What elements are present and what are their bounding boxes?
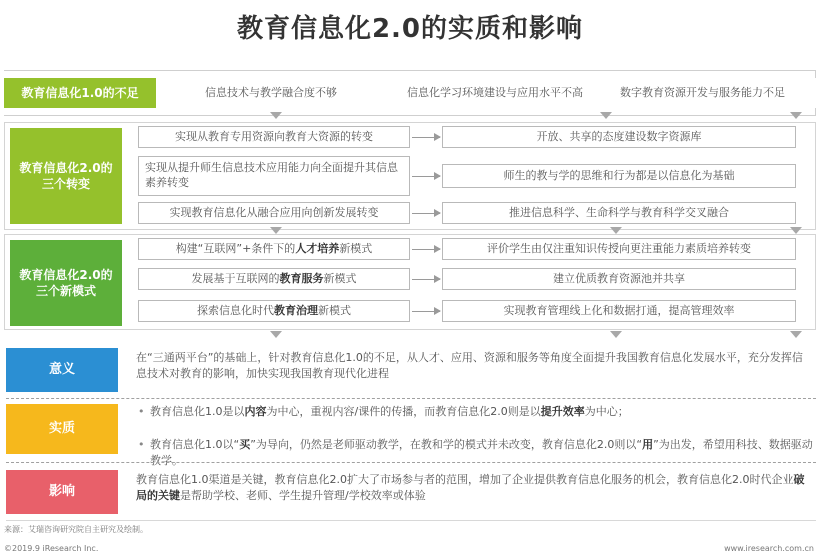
row-label-meaning: 意义 — [6, 348, 118, 392]
down-arrow-icon — [790, 331, 802, 338]
down-arrow-icon — [270, 331, 282, 338]
new-model-left-3 — [138, 300, 410, 322]
divider — [6, 462, 816, 463]
row-label-new-models: 教育信息化2.0的三个新模式 — [10, 240, 122, 326]
new-model-right-1: 评价学生由仅注重知识传授向更注重能力素质培养转变 — [442, 238, 796, 260]
essence-b2-d: 用 — [642, 437, 654, 451]
meaning-text: 在“三通两平台”的基础上，针对教育信息化1.0的不足，从人才、应用、资源和服务等角度全面提升我国教育信息化发展水平，充分发挥信息技术对教育的影响，加快实现我国教育现代化进程 — [136, 351, 803, 380]
down-arrow-icon — [790, 227, 802, 234]
new-model-left-1-b: 人才培养 — [295, 241, 340, 255]
down-arrow-icon — [610, 331, 622, 338]
arrow-right-icon — [412, 137, 440, 138]
new-model-left-3-b: 教育治理 — [274, 303, 318, 317]
arrow-right-icon — [412, 279, 440, 280]
new-model-left-3-a: 探索信息化时代 — [197, 303, 274, 317]
essence-b2-c: ”为导向，仍然是老师驱动教学，在教和学的模式并未改变，教育信息化2.0则以“ — [250, 437, 643, 451]
page-title: 教育信息化2.0的实质和影响 — [236, 14, 584, 44]
new-model-right-3: 实现教育管理线上化和数据打通，提高管理效率 — [442, 300, 796, 322]
row-label-essence: 实质 — [6, 404, 118, 454]
essence-b2-a: 教育信息化1.0以“ — [150, 437, 240, 451]
shortcoming-item-3: 数字教育资源开发与服务能力不足 — [614, 78, 816, 108]
essence-b1-e: 为中心； — [584, 405, 629, 418]
new-model-left-2-a: 发展基于互联网的 — [191, 271, 280, 285]
impact-text — [136, 472, 812, 504]
transformation-right-3: 推进信息科学、生命科学与教育科学交叉融合 — [442, 202, 796, 224]
essence-bullet-1 — [136, 404, 816, 420]
impact-text-b: 破局的关键 — [136, 473, 805, 502]
arrow-right-icon — [412, 176, 440, 177]
row-label-impact: 影响 — [6, 470, 118, 514]
essence-b1-b: 内容 — [244, 405, 267, 418]
new-model-left-1 — [138, 238, 410, 260]
essence-bullet-2 — [136, 437, 816, 469]
down-arrow-icon — [600, 112, 612, 119]
down-arrow-icon — [270, 227, 282, 234]
row-label-transformations: 教育信息化2.0的三个转变 — [10, 128, 122, 224]
shortcoming-item-1: 信息技术与教学融合度不够 — [166, 78, 376, 108]
new-model-left-2 — [138, 268, 410, 290]
shortcoming-item-2: 信息化学习环境建设与应用水平不高 — [380, 78, 610, 108]
down-arrow-icon — [610, 227, 622, 234]
site-url: www.iresearch.com.cn — [724, 544, 814, 553]
transformation-left-2: 实现从提升师生信息技术应用能力向全面提升其信息素养转变 — [138, 156, 410, 196]
impact-text-a: 教育信息化1.0渠道是关键，教育信息化2.0扩大了市场参与者的范围，增加了企业提供教育信息化服务的机会，教育信息化2.0时代企业 — [136, 473, 794, 486]
essence-b1-c: 为中心，重视内容/课件的传播，而教育信息化2.0则是以 — [266, 405, 541, 418]
transformation-right-1: 开放、共享的态度建设数字资源库 — [442, 126, 796, 148]
transformation-left-3: 实现教育信息化从融合应用向创新发展转变 — [138, 202, 410, 224]
new-model-right-2: 建立优质教育资源池并共享 — [442, 268, 796, 290]
new-model-left-1-a: 构建“互联网”+条件下的 — [175, 241, 296, 255]
transformation-right-2: 师生的教与学的思维和行为都是以信息化为基础 — [442, 164, 796, 188]
new-model-left-2-c: 新模式 — [323, 271, 357, 285]
essence-b2-b: 买 — [239, 437, 251, 451]
new-model-left-3-c: 新模式 — [318, 303, 351, 317]
new-model-left-1-c: 新模式 — [339, 241, 373, 255]
divider — [6, 398, 816, 399]
impact-text-c: 是帮助学校、老师、学生提升管理/学校效率或体验 — [180, 488, 426, 502]
arrow-right-icon — [412, 213, 440, 214]
arrow-right-icon — [412, 311, 440, 312]
arrow-right-icon — [412, 249, 440, 250]
down-arrow-icon — [790, 112, 802, 119]
row-label-shortcomings: 教育信息化1.0的不足 — [4, 78, 156, 108]
down-arrow-icon — [270, 112, 282, 119]
essence-b1-a: 教育信息化1.0是以 — [150, 405, 245, 418]
new-model-left-2-b: 教育服务 — [279, 271, 324, 285]
essence-b2-e: ”为出发，希望用科技、数据驱动教学。 — [150, 437, 813, 467]
copyright: ©2019.9 iResearch Inc. — [4, 544, 99, 553]
divider — [6, 520, 816, 521]
source-note: 来源：艾瑞咨询研究院自主研究及绘制。 — [4, 525, 148, 534]
transformation-left-1: 实现从教育专用资源向教育大资源的转变 — [138, 126, 410, 148]
essence-b1-d: 提升效率 — [540, 405, 585, 418]
